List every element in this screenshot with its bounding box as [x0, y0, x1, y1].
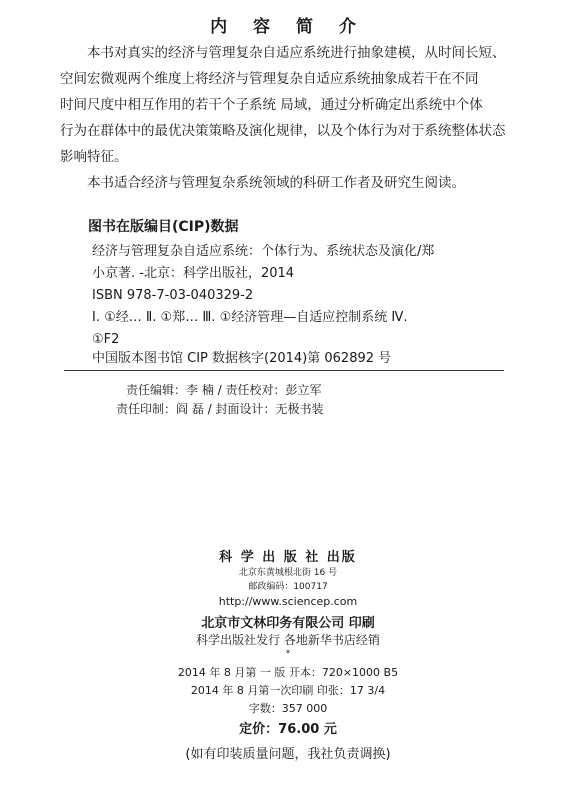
- printing-line: 2014 年 8 月第一次印刷 印张：17 3/4: [190, 684, 386, 697]
- cip-line-4: Ⅰ. ①经… Ⅱ. ①郑… Ⅲ. ①经济管理—自适应控制系统 Ⅳ.: [92, 310, 408, 325]
- distribution-line: 科学出版社发行 各地新华书店经销: [196, 633, 380, 647]
- credits-line-1: 责任编辑：李 楠 / 责任校对：彭立军: [126, 383, 322, 397]
- cip-title: 图书在版编目(CIP)数据: [88, 219, 239, 235]
- wordcount-line: 字数：357 000: [248, 702, 328, 715]
- summary-paragraph-1-line-4: 行为在群体中的最优决策策略及演化规律，以及个体行为对于系统整体状态: [60, 123, 506, 139]
- publisher-url: http://www.sciencep.com: [218, 595, 358, 608]
- cip-line-6: 中国版本图书馆 CIP 数据核字(2014)第 062892 号: [92, 351, 392, 366]
- cip-line-2: 小京著. -北京：科学出版社，2014: [92, 266, 295, 281]
- edition-line: 2014 年 8 月第 一 版 开本：720×1000 B5: [177, 666, 399, 679]
- separator-star: *: [285, 649, 291, 659]
- summary-paragraph-1-line-1: 本书对真实的经济与管理复杂自适应系统进行抽象建模，从时间长短、: [87, 45, 506, 61]
- summary-title: 内 容 简 介: [210, 17, 366, 37]
- summary-paragraph-1-line-5: 影响特征。: [60, 149, 128, 165]
- summary-paragraph-2: 本书适合经济与管理复杂系统领域的科研工作者及研究生阅读。: [87, 175, 465, 191]
- credits-line-2: 责任印制：阎 磊 / 封面设计：无极书装: [116, 402, 324, 416]
- cip-line-5: ①F2: [92, 332, 120, 347]
- quality-notice: (如有印装质量问题，我社负责调换): [185, 747, 391, 762]
- publisher-address: 北京东黄城根北街 16 号: [238, 568, 338, 578]
- printer-line: 北京市文林印务有限公司 印刷: [201, 616, 375, 631]
- cip-line-3: ISBN 978-7-03-040329-2: [92, 288, 254, 303]
- cip-line-1: 经济与管理复杂自适应系统：个体行为、系统状态及演化/郑: [92, 244, 435, 259]
- price-line: 定价：76.00 元: [239, 722, 337, 737]
- summary-paragraph-1-line-3: 时间尺度中相互作用的若干个子系统 局域，通过分析确定出系统中个体: [60, 97, 483, 113]
- publisher-name: 科 学 出 版 社 出版: [219, 550, 357, 565]
- publisher-postcode: 邮政编码：100717: [248, 582, 328, 592]
- summary-paragraph-1-line-2: 空间宏微观两个维度上将经济与管理复杂自适应系统抽象成若干在不同: [60, 71, 479, 87]
